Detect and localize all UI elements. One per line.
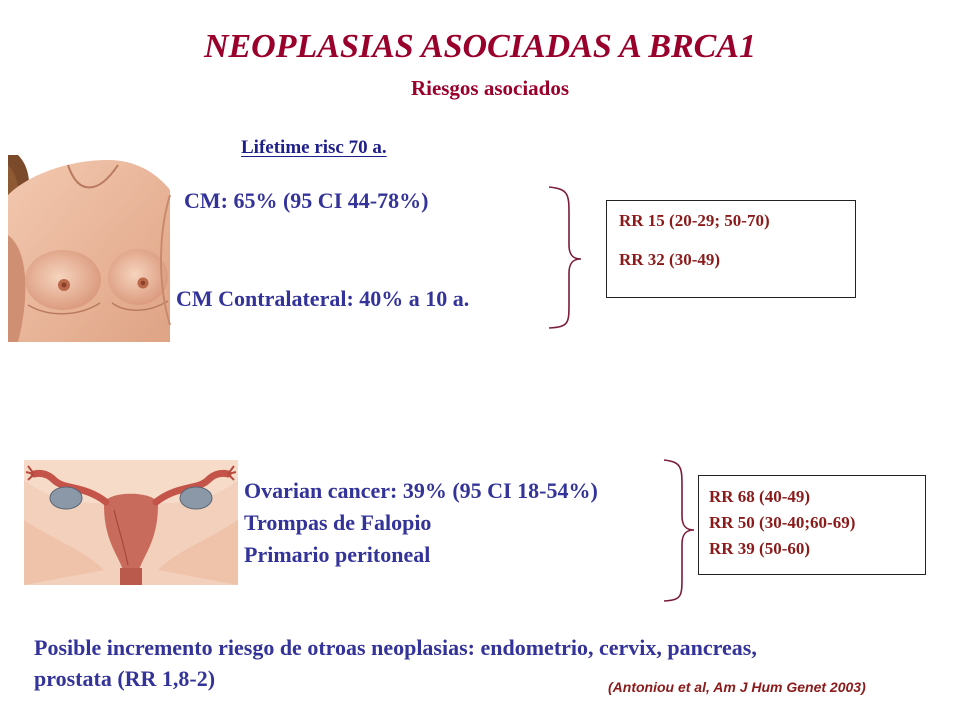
contralateral-risk: CM Contralateral: 40% a 10 a. <box>176 286 470 311</box>
uterus-ovaries-illustration <box>24 460 238 585</box>
breast-cancer-risk: CM: 65% (95 CI 44-78%) <box>184 188 429 213</box>
breast-rr-box <box>606 200 856 298</box>
breast-rr-line-2: RR 32 (30-49) <box>619 250 721 269</box>
brace-ovarian <box>660 458 700 603</box>
ovarian-rr-line-2: RR 50 (30-40;60-69) <box>709 513 856 532</box>
breast-rr-line-1: RR 15 (20-29; 50-70) <box>619 211 770 230</box>
ovarian-rr-box <box>698 475 926 575</box>
fallopian-tube-item: Trompas de Falopio <box>244 510 432 535</box>
slide-subtitle: Riesgos asociados <box>410 76 570 100</box>
ovarian-rr-line-3: RR 39 (50-60) <box>709 539 811 558</box>
slide-title: NEOPLASIAS ASOCIADAS A BRCA1 <box>203 28 757 65</box>
other-neoplasias-text: Posible incremento riesgo de otroas neoplasias: endometrio, cervix, pancreas, prostata (RR 1,8-2) <box>34 635 757 691</box>
ovarian-cancer-risk: Ovarian cancer: 39% (95 CI 18-54%) <box>244 478 598 503</box>
citation: (Antoniou et al, Am J Hum Genet 2003) <box>608 679 866 695</box>
lifetime-risk-label: Lifetime risc 70 a. <box>241 137 387 158</box>
brace-breast <box>545 185 585 330</box>
breast-illustration <box>8 155 170 342</box>
ovarian-rr-line-1: RR 68 (40-49) <box>709 487 811 506</box>
peritoneal-item: Primario peritoneal <box>244 542 431 567</box>
